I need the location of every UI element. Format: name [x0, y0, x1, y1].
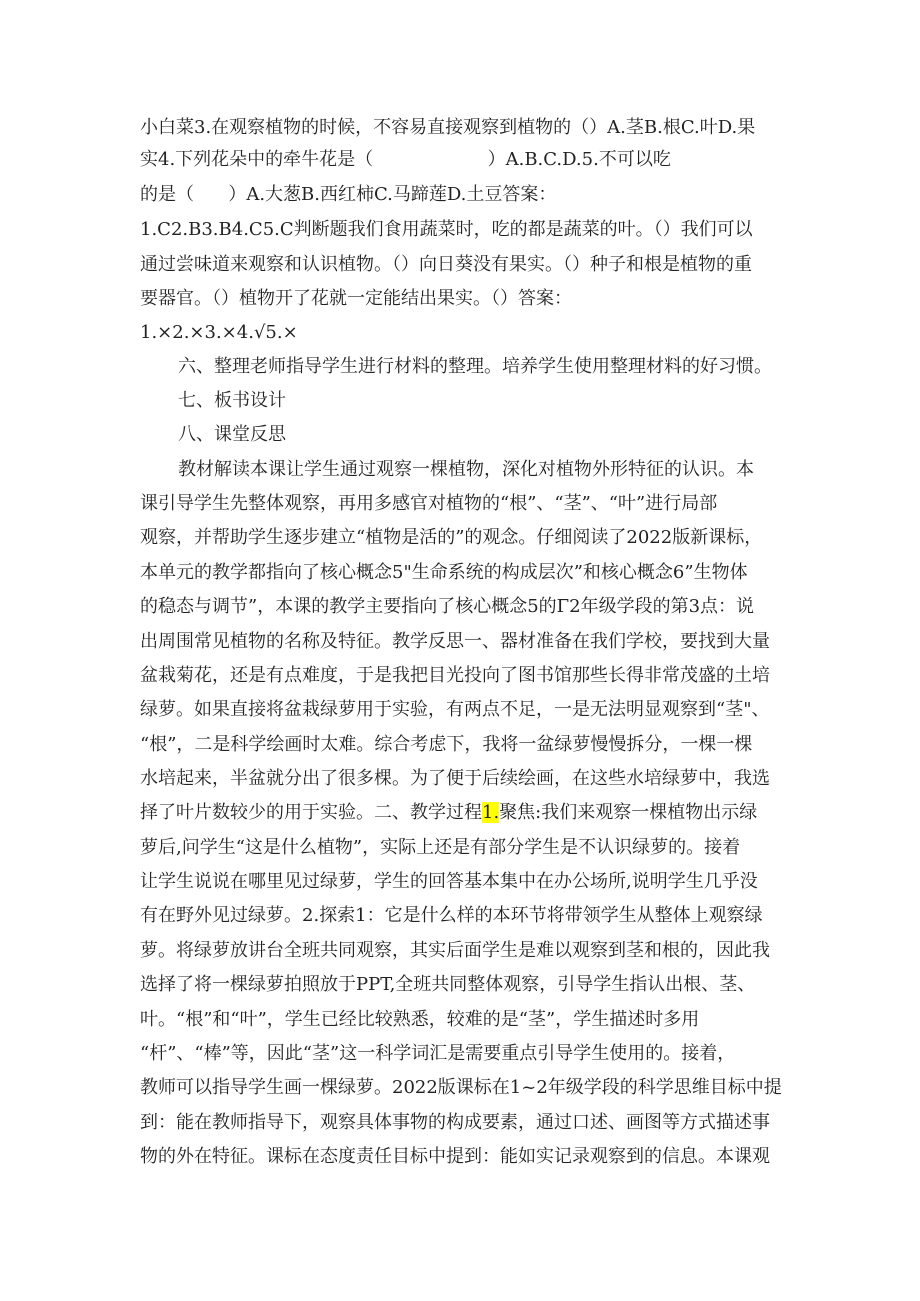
text-line: “根”，二是科学绘画时太难。综合考虑下，我将一盆绿萝慢慢拆分，一棵一棵	[140, 734, 753, 755]
text-line: 要器官。（）植物开了花就一定能结出果实。（）答案：	[140, 288, 572, 309]
text-line: “杆”、“棒”等，因此“茎”这一科学词汇是需要重点引导学生使用的。接着，	[140, 1043, 736, 1064]
text-line: 萝后,问学生“这是什么植物”，实际上还是有部分学生是不认识绿萝的。接着	[140, 837, 741, 858]
text-line: 绿萝。如果直接将盆栽绿萝用于实验，有两点不足，一是无法明显观察到“茎"、	[140, 699, 770, 720]
text-line: 小白菜3.在观察植物的时候，不容易直接观察到植物的（）A.茎B.根C.叶D.果	[140, 117, 756, 138]
text-segment: 择了叶片数较少的用于实验。二、教学过程	[140, 802, 482, 823]
text-line: 的稳态与调节”，本课的教学主要指向了核心概念5的Γ2年级学段的第3点：说	[140, 596, 755, 617]
text-line: 萝。将绿萝放讲台全班共同观察，其实后面学生是难以观察到茎和根的，因此我	[140, 940, 770, 961]
text-line: 叶。“根”和“叶”，学生已经比较熟悉，较难的是“茎”，学生描述时多用	[140, 1009, 700, 1030]
text-line: 有在野外见过绿萝。2.探索1：它是什么样的本环节将带领学生从整体上观察绿	[140, 905, 763, 926]
text-line: 课引导学生先整体观察，再用多感官对植物的“根”、“茎”、“叶”进行局部	[140, 493, 718, 514]
text-line: 到：能在教师指导下，观察具体事物的构成要素，通过口述、画图等方式描述事	[140, 1112, 770, 1133]
text-line: 1.×2.×3.×4.√5.×	[140, 322, 298, 343]
section-heading: 八、课堂反思	[178, 424, 286, 445]
section-heading: 六、整理老师指导学生进行材料的整理。培养学生使用整理材料的好习惯。	[178, 356, 772, 377]
text-line: 水培起来，半盆就分出了很多棵。为了便于后续绘画，在这些水培绿萝中，我选	[140, 768, 770, 789]
text-segment: 聚焦:我们来观察一棵植物出示绿	[499, 802, 758, 823]
text-line: 观察，并帮助学生逐步建立“植物是活的”的观念。仔细阅读了2022版新课标，	[140, 527, 763, 548]
paragraph-start: 教材解读本课让学生通过观察一棵植物，深化对植物外形特征的认识。本	[178, 459, 754, 480]
text-line-with-highlight	[140, 798, 757, 828]
section-heading: 七、板书设计	[178, 390, 286, 411]
text-line: 通过尝味道来观察和认识植物。（）向日葵没有果实。（）种子和根是植物的重	[140, 254, 752, 275]
text-line: 的是（ ）A.大葱B.西红柿C.马蹄莲D.土豆答案：	[140, 184, 557, 205]
text-line: 盆栽菊花，还是有点难度，于是我把目光投向了图书馆那些长得非常茂盛的土培	[140, 665, 770, 686]
text-line: 本单元的教学都指向了核心概念5"生命系统的构成层次”和核心概念6”生物体	[140, 562, 748, 583]
text-line: 让学生说说在哪里见过绿萝，学生的回答基本集中在办公场所,说明学生几乎没	[140, 871, 758, 892]
text-line: 物的外在特征。课标在态度责任目标中提到：能如实记录观察到的信息。本课观	[140, 1146, 770, 1167]
text-line: 实4.下列花朵中的牵牛花是（ ）A.B.C.D.5.不可以吃	[140, 149, 671, 170]
text-line: 选择了将一棵绿萝拍照放于PPT,全班共同整体观察，引导学生指认出根、茎、	[140, 974, 756, 995]
text-line: 1.C2.B3.B4.C5.C判断题我们食用蔬菜时，吃的都是蔬菜的叶。（）我们可以	[140, 219, 753, 240]
text-line: 出周围常见植物的名称及特征。教学反思一、器材准备在我们学校，要找到大量	[140, 631, 770, 652]
text-line: 教师可以指导学生画一棵绿萝。2022版课标在1~2年级学段的科学思维目标中提	[140, 1077, 782, 1098]
highlight-mark: 1.	[482, 802, 500, 823]
